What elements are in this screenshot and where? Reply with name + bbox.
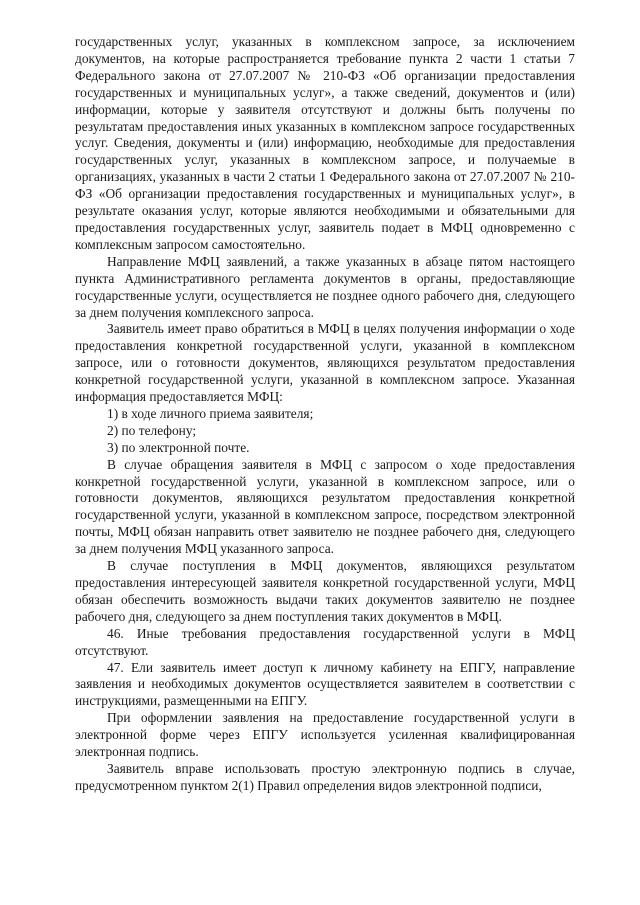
paragraph-email-request: В случае обращения заявителя в МФЦ с запросом о ходе предоставления конкретной государственной услуги, указанной в комплексном запросе, или о готовности документов, являющихся результатом предоставления конкретной государственной услуги, указанной в комплексном запросе, посредством электронной почты, МФЦ обязан направить ответ заявителю не позднее рабочего дня, следующего за днем получения МФЦ указанного запроса. [75,456,575,557]
paragraph-documents-receipt: В случае поступления в МФЦ документов, являющихся результатом предоставления интересующей заявителя конкретной государственной услуги, МФЦ обязан обеспечить возможность выдачи таких документов заявителю не позднее рабочего дня, следующего за днем поступления таких документов в МФЦ. [75,558,575,624]
list-item-email: 3) по электронной почте. [107,439,250,455]
paragraph-mfc-direction: Направление МФЦ заявлений, а также указанных в абзаце пятом настоящего пункта Административного регламента документов в органы, предоставляющие государственные услуги, осуществляется не позднее одного рабочего дня, следующего за днем получения комплексного запроса. [75,253,575,320]
list-item-personal: 1) в ходе личного приема заявителя; [107,405,314,421]
paragraph-46: 46. Иные требования предоставления государственной услуги в МФЦ отсутствуют. [75,625,575,658]
paragraph-simple-signature: Заявитель вправе использовать простую электронную подпись в случае, предусмотренном пунктом 2(1) Правил определения видов электронной подписи, [75,760,575,793]
list-item-phone: 2) по телефону; [107,422,197,438]
document-page [75,34,575,795]
paragraph-applicant-right: Заявитель имеет право обратиться в МФЦ в целях получения информации о ходе предоставления конкретной государственной услуги, указанной в комплексном запросе, или о готовности документов, являющихся результатом предоставления конкретной государственной услуги, указанной в комплексном запросе. Указанная информация предоставляется МФЦ: [75,321,575,405]
paragraph-continuation: государственных услуг, указанных в комплексном запросе, за исключением документов, на которые распространяется требование пункта 2 части 1 статьи 7 Федерального закона от 27.07.2007 № 210-ФЗ «Об организации предоставления государственных и муниципальных услуг», а также сведений, документов и (или) информации, которые у заявителя отсутствуют и должны быть получены по результатам предоставления иных указанных в комплексном запросе государственных услуг. Сведения, документы и (или) информацию, необходимые для предоставления государственных услуг, указанных в комплексном запросе, и получаемые в организациях, указанных в части 2 статьи 1 Федерального закона от 27.07.2007 № 210-ФЗ «Об организации предоставления государственных и муниципальных услуг», в результате оказания услуг, которые являются необходимыми и обязательными для предоставления государственных услуг, заявитель подает в МФЦ одновременно с комплексным запросом самостоятельно. [75,34,575,252]
paragraph-qualified-signature: При оформлении заявления на предоставление государственной услуги в электронной форме через ЕПГУ используется усиленная квалифицированная электронная подпись. [75,710,575,760]
paragraph-47: 47. Ели заявитель имеет доступ к личному кабинету на ЕПГУ, направление заявления и необходимых документов осуществляется заявителем в соответствии с инструкциями, размещенными на ЕПГУ. [75,659,575,709]
